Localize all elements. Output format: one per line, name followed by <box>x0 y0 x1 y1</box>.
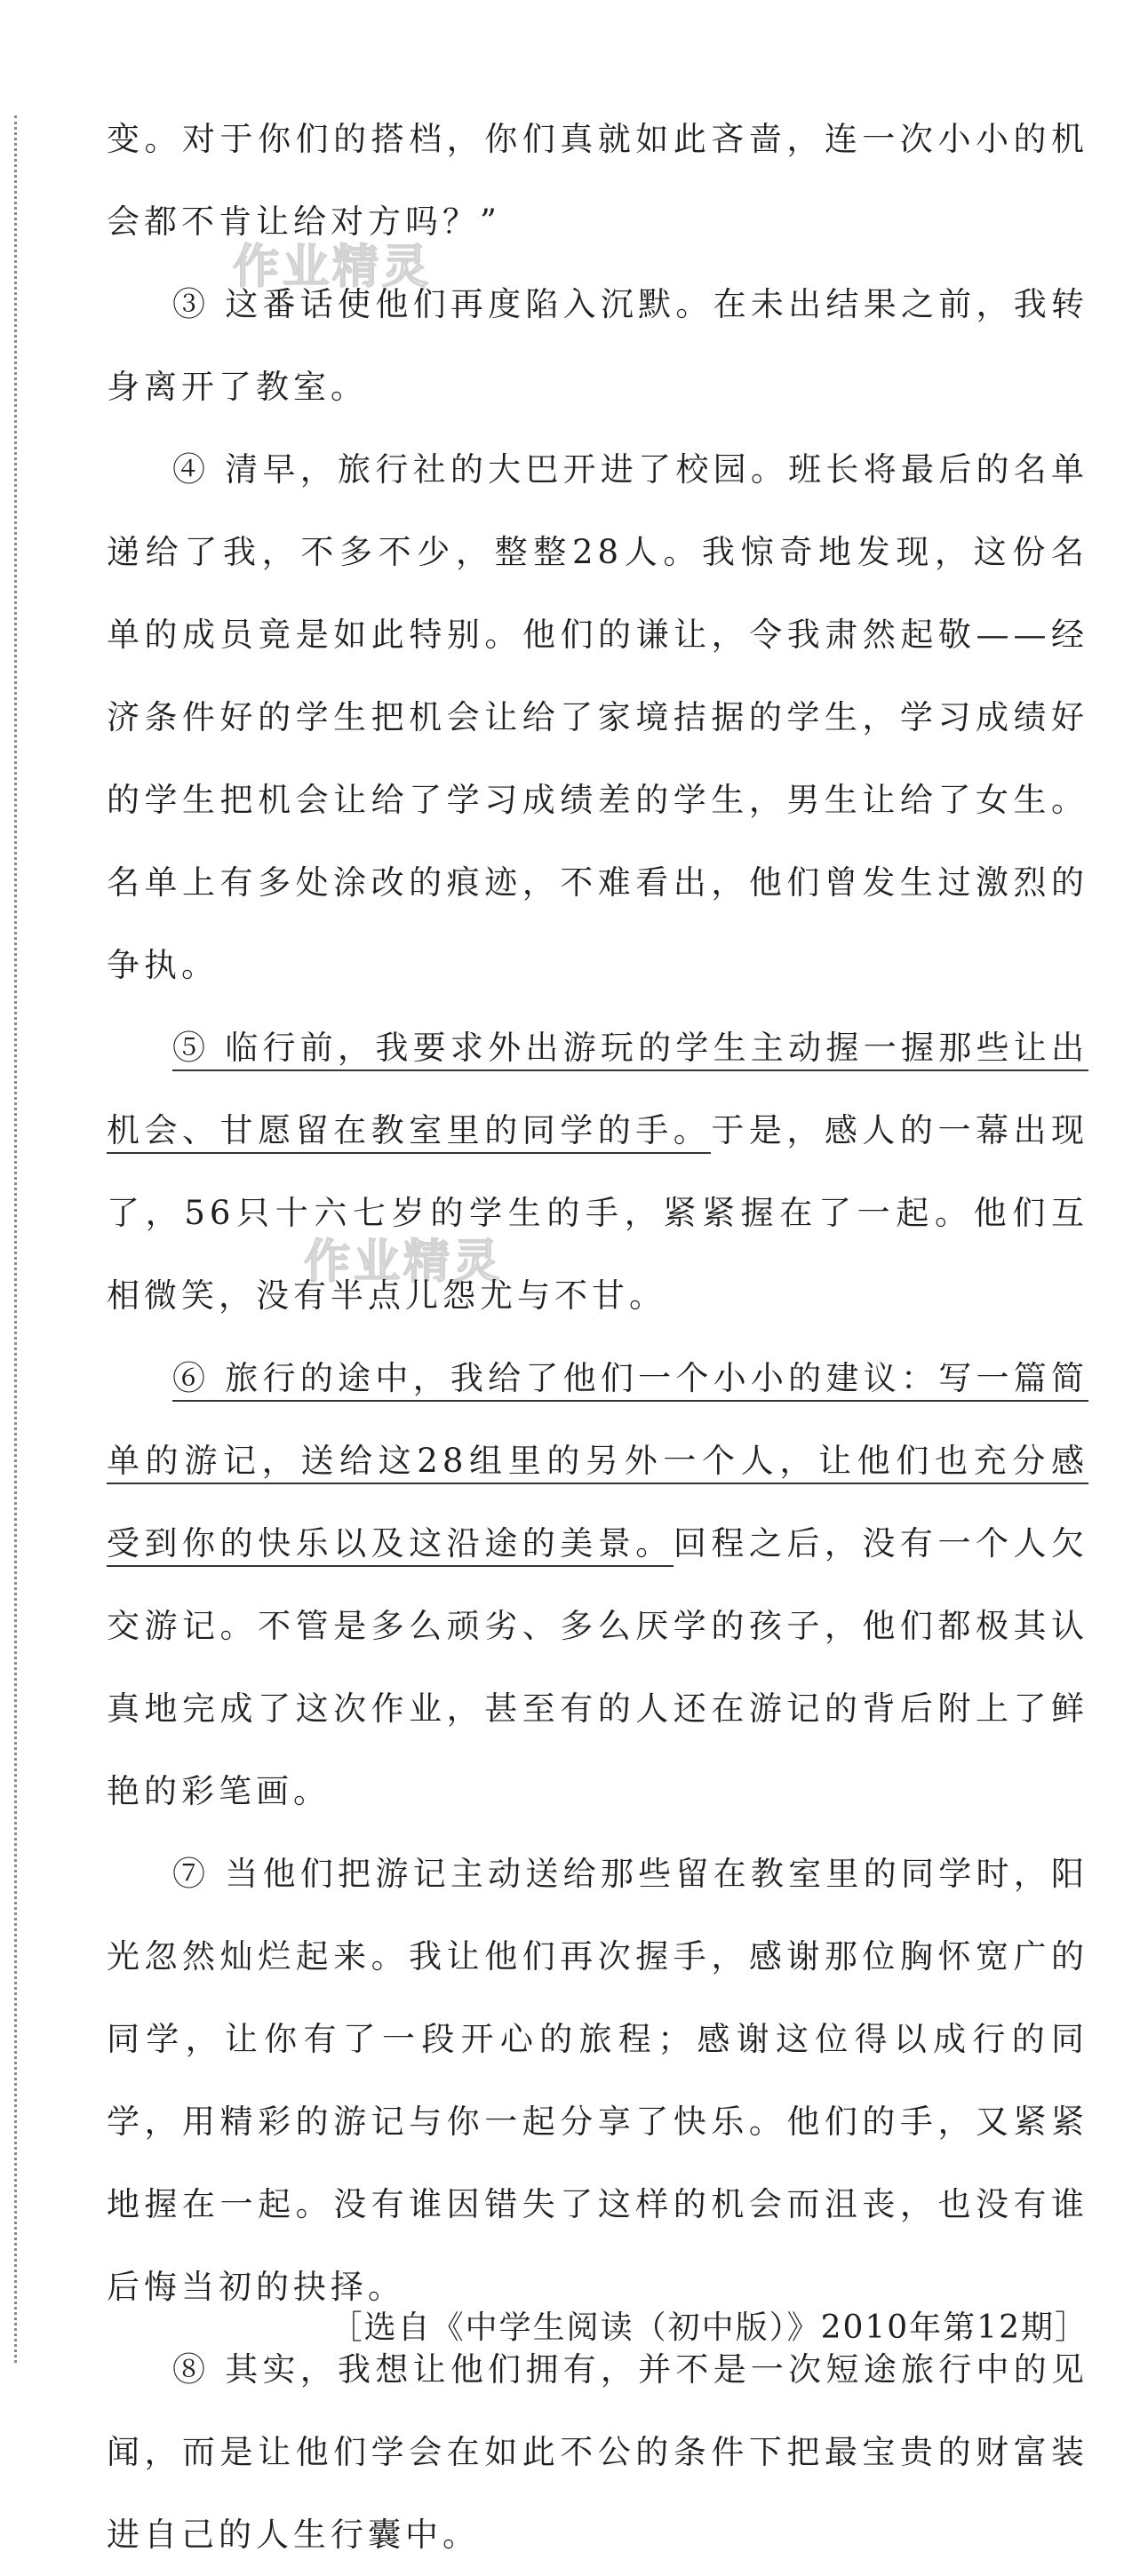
paragraph-7 <box>107 1833 1088 2328</box>
paragraph-text: 于是，感人的一幕出现了，56只十六七岁的学生的手，紧紧握在了一起。他们互相微笑，没有半点儿怨尤与不甘。 <box>107 1111 1089 1315</box>
paragraph-text: ③ 这番话使他们再度陷入沉默。在未出结果之前，我转身离开了教室。 <box>107 285 1088 406</box>
paragraph-text: ⑦ 当他们把游记主动送给那些留在教室里的同学时，阳光忽然灿烂起来。我让他们再次握手，感谢那位胸怀宽广的同学，让你有了一段开心的旅程；感谢这位得以成行的同学，用精彩的游记与你一起分享了快乐。他们的手，又紧紧地握在一起。没有谁因错失了这样的机会而沮丧，也没有谁后悔当初的抉择。 <box>107 1855 1088 2306</box>
paragraph-text: 回程之后，没有一个人欠交游记。不管是多么顽劣、多么厌学的孩子，他们都极其认真地完成了这次作业，甚至有的人还在游记的背后附上了鲜艳的彩笔画。 <box>107 1524 1089 1810</box>
paragraph-8 <box>107 2328 1088 2576</box>
source-citation: ［选自《中学生阅读（初中版）》2010年第12期］ <box>330 2310 1088 2346</box>
article-body <box>107 98 1088 2576</box>
left-dotted-rule <box>14 115 17 2363</box>
watermark: 作业精灵 <box>233 241 433 294</box>
paragraph-text: 变。对于你们的搭档，你们真就如此吝啬，连一次小小的机会都不肯让给对方吗？” <box>107 120 1088 241</box>
paragraph-3 <box>107 263 1088 428</box>
underlined-sentence: ⑥ 旅行的途中，我给了他们一个小小的建议：写一篇简单的游记，送给这28组里的另外一个人，让他们也充分感受到你的快乐以及这沿途的美景。 <box>107 1359 1088 1567</box>
paragraph-5 <box>107 1006 1088 1337</box>
paragraph-6 <box>107 1337 1088 1833</box>
paragraph-text: ⑧ 其实，我想让他们拥有，并不是一次短途旅行中的见闻，而是让他们学会在如此不公的条件下把最宝贵的财富装进自己的人生行囊中。 <box>107 2350 1088 2554</box>
paragraph-4 <box>107 428 1088 1006</box>
paragraph-continued <box>107 98 1088 263</box>
underlined-sentence: ⑤ 临行前，我要求外出游玩的学生主动握一握那些让出机会、甘愿留在教室里的同学的手。 <box>107 1029 1088 1154</box>
watermark: 作业精灵 <box>304 1236 504 1289</box>
paragraph-text: ④ 清早，旅行社的大巴开进了校园。班长将最后的名单递给了我，不多不少，整整28人。我惊奇地发现，这份名单的成员竟是如此特别。他们的谦让，令我肃然起敬——经济条件好的学生把机会让给了家境拮据的学生，学习成绩好的学生把机会让给了学习成绩差的学生，男生让给了女生。名单上有多处涂改的痕迹，不难看出，他们曾发生过激烈的争执。 <box>107 450 1088 984</box>
